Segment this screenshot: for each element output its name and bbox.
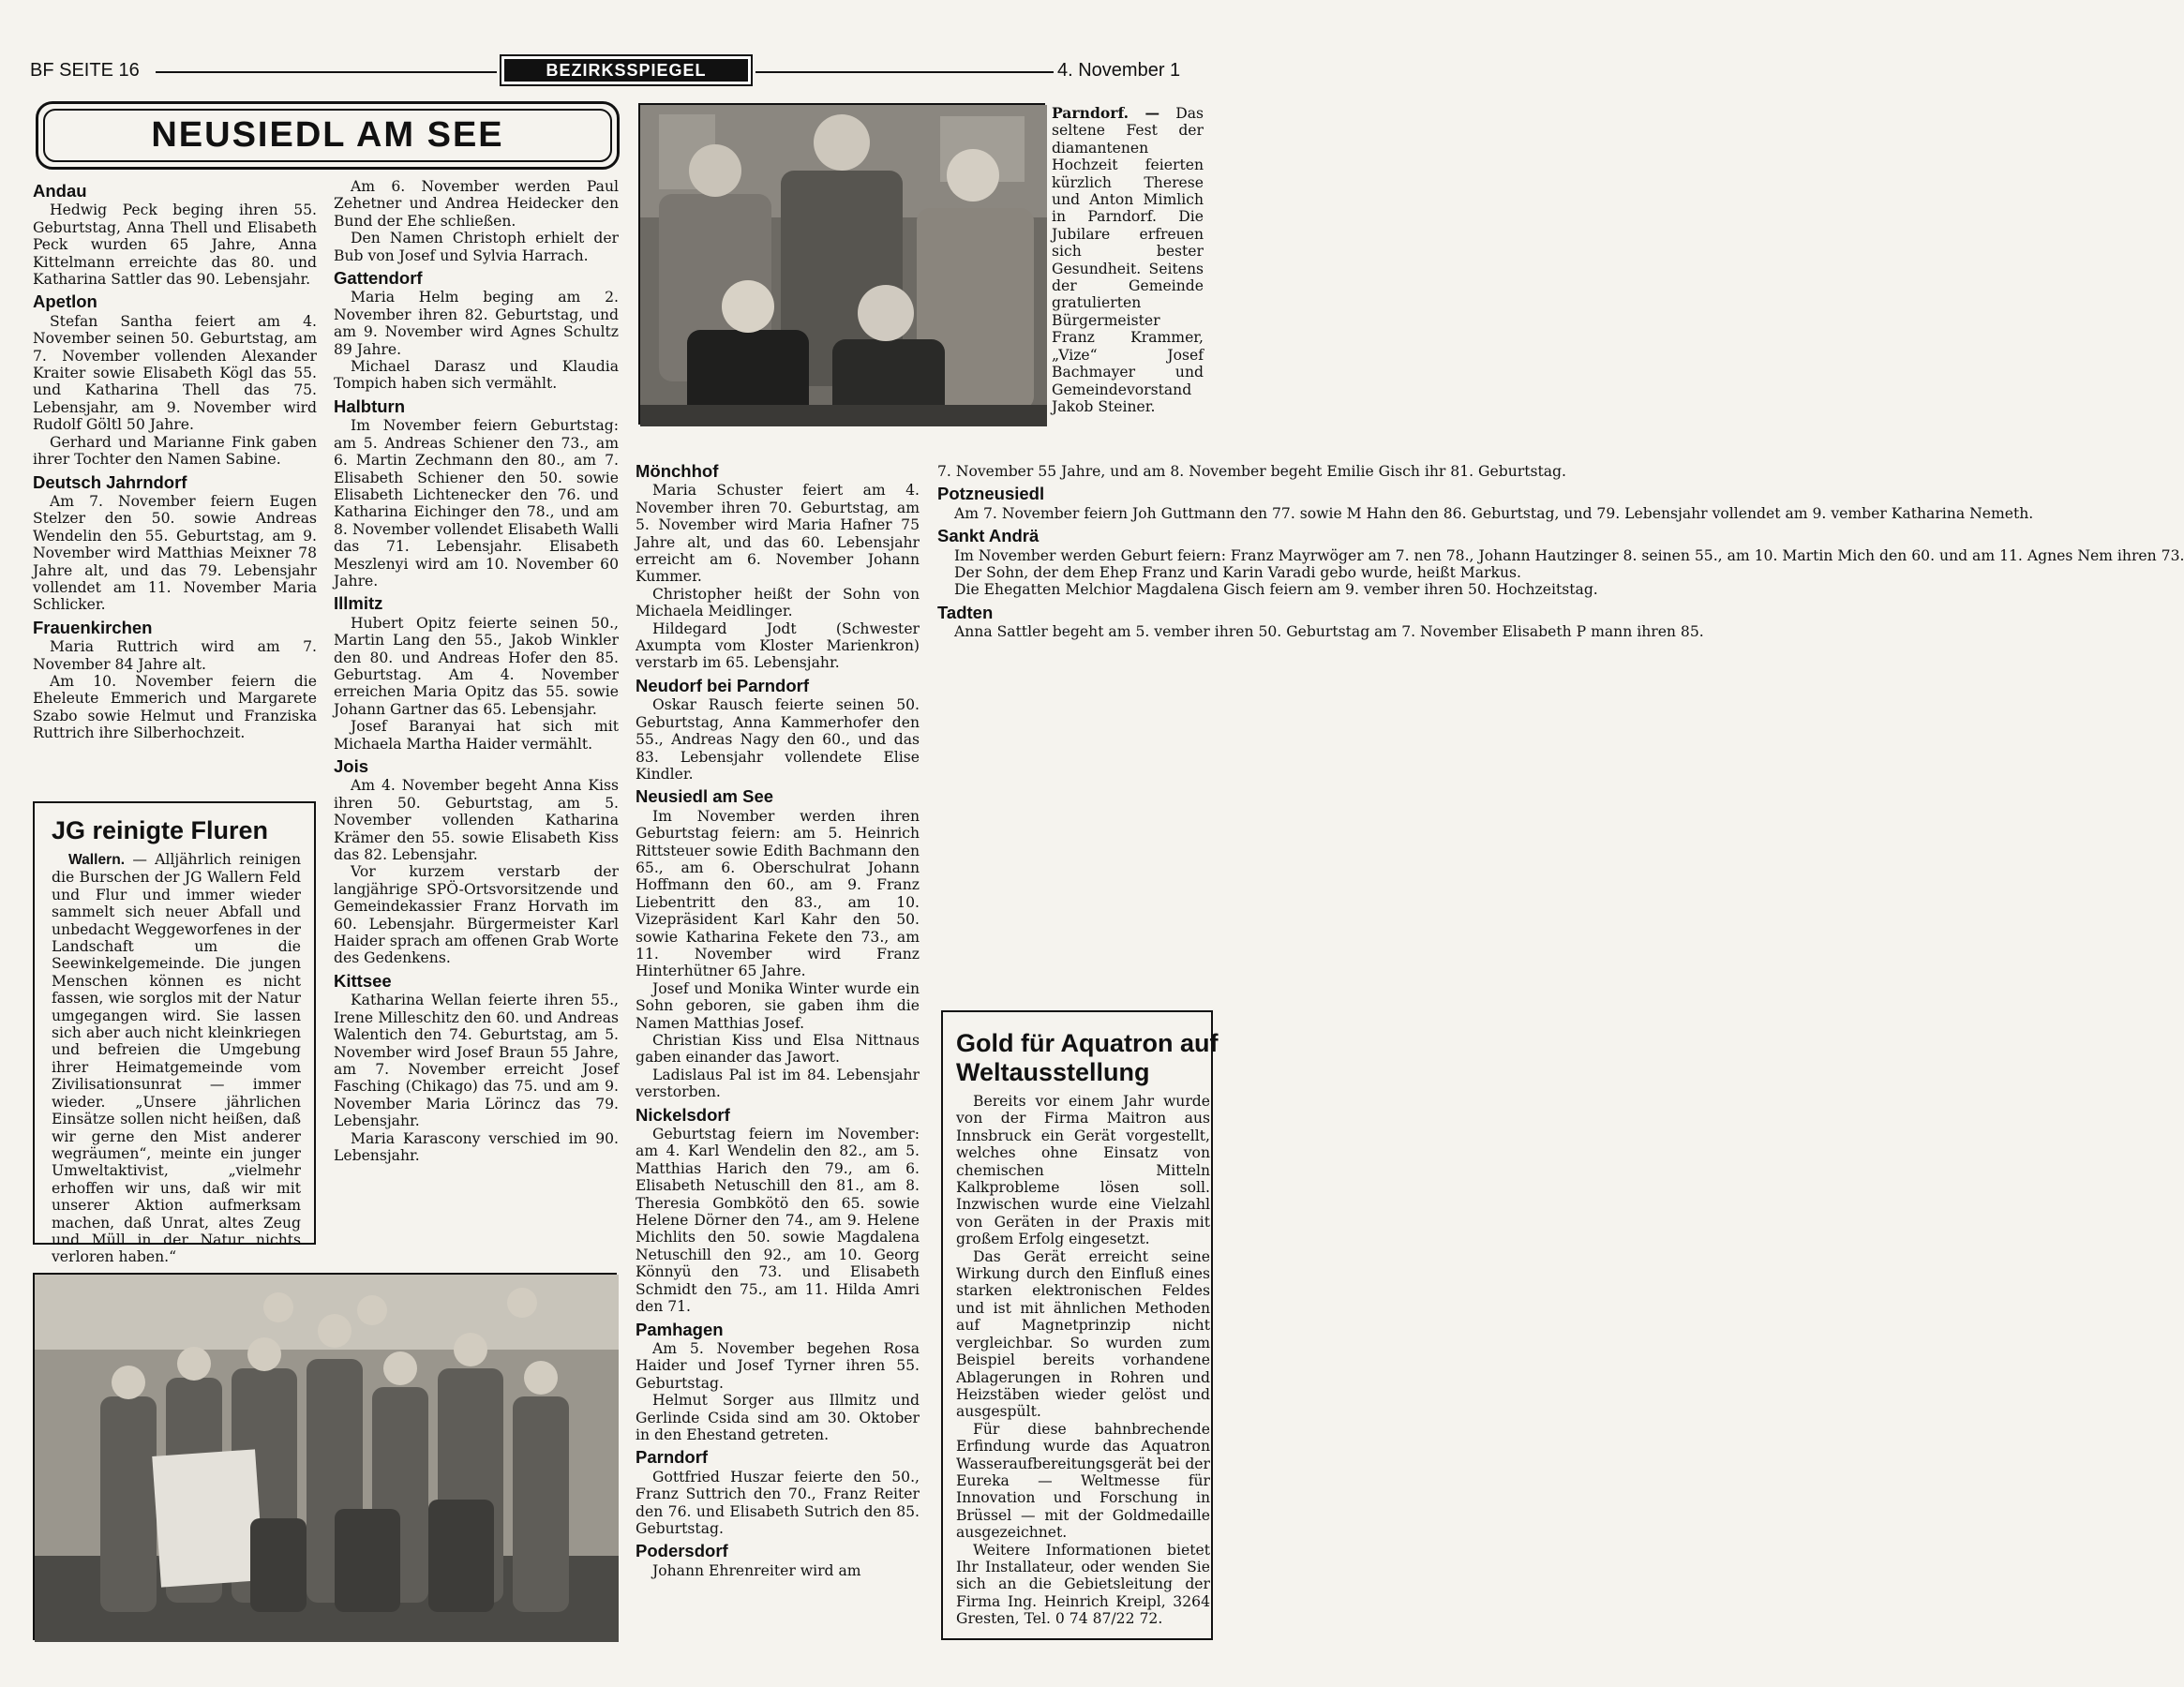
header-rule-right	[755, 71, 1054, 73]
column-1	[33, 183, 317, 783]
aquatron-paragraph: Für diese bahnbrechende Erfindung wurde das Aquatron Wasseraufbereitungsgerät bei der Eureka — Weltmesse für Innovation und Forschung in Brüssel — mit der Goldmedaille ausgezeichnet.	[956, 1420, 1210, 1542]
jg-article-title: JG reinigte Fluren	[52, 816, 269, 844]
news-paragraph: Am 6. November werden Paul Zehetner und Andrea Heidecker den Bund der Ehe schließen.	[334, 178, 619, 230]
news-paragraph: Gerhard und Marianne Fink gaben ihrer Tochter den Namen Sabine.	[33, 433, 317, 469]
news-paragraph: Oskar Rausch feierte seinen 50. Geburtstag, Anna Kammerhofer den 55., Andreas Nagy den 60., und das 83. Lebensjahr vollendete Elise Kindler.	[636, 696, 920, 783]
column-3	[636, 463, 920, 1653]
photo-diamond-wedding	[638, 103, 1045, 425]
header-rule-left	[156, 71, 497, 73]
jg-article-lead: Wallern.	[68, 852, 126, 868]
news-paragraph: Die Ehegatten Melchior Magdalena Gisch feiern am 9. vember ihren 50. Hochzeitstag.	[954, 581, 1598, 599]
news-paragraph: Josef und Monika Winter wurde ein Sohn geboren, sie gaben ihm die Namen Matthias Josef.	[636, 979, 920, 1032]
news-paragraph: Im November werden ihren Geburtstag feiern: am 5. Heinrich Rittsteuer sowie Edith Bachmann den 65., am 6. Oberschulrat Johann Hoffmann den 60., am 9. Franz Liebentritt den 83., am 10. Vizepräsident Karl Kahr den 50. sowie Katharina Fekete den 73., am 11. November wird Franz Hinterhütner 65 Jahre.	[636, 807, 920, 980]
place-heading: Nickelsdorf	[636, 1104, 730, 1125]
news-paragraph: Geburtstag feiern im November: am 4. Karl Wendelin den 82., am 5. Matthias Harich den 79., am 6. Elisabeth Netuschill den 81., am 8. Theresia Gombkötö den 65. sowie Helene Dörner den 74., am 9. Helene Michlits den 50. sowie Magdalena Netuschill den 92., am 10. Georg Könnyü den 73. und Elisabeth Schmidt den 75., am 11. Hilda Amri den 71.	[636, 1126, 920, 1316]
news-paragraph: Michael Darasz und Klaudia Tompich haben sich vermählt.	[334, 358, 619, 393]
news-paragraph: Christopher heißt der Sohn von Michaela Meidlinger.	[636, 585, 920, 620]
news-paragraph: Am 5. November begehen Rosa Haider und Josef Tyrner ihren 55. Geburtstag.	[636, 1339, 920, 1392]
place-heading: Andau	[33, 181, 87, 201]
jg-article-box	[33, 801, 316, 1266]
news-paragraph: Stefan Santha feiert am 4. November seinen 50. Geburtstag, am 7. November vollenden Alexander Kraiter sowie Elisabeth Kögl das 55. und Katharina Thell das 75. Lebensjahr, am 9. November wird Rudolf Göltl 50 Jahre.	[33, 312, 317, 434]
news-paragraph: Hildegard Jodt (Schwester Axumpta vom Kloster Marienkron) verstarb im 65. Lebensjahr.	[636, 620, 920, 672]
place-heading: Potzneusiedl	[937, 484, 1045, 504]
news-paragraph: Am 7. November feiern Eugen Stelzer den 50. sowie Andreas Wendelin den 55. Geburtstag, am 9. November wird Matthias Meixner 78 Jahre alt, und das 79. Lebensjahr vollendet am 11. November Maria Schlicker.	[33, 492, 317, 614]
news-paragraph: Am 10. November feiern die Eheleute Emmerich und Margarete Szabo sowie Helmut und Franziska Ruttrich ihre Silberhochzeit.	[33, 672, 317, 742]
place-heading: Neudorf bei Parndorf	[636, 675, 810, 695]
news-paragraph: Am 7. November feiern Joh Guttmann den 77. sowie M Hahn den 86. Geburtstag, und 79. Lebensjahr vollendet am 9. vember Katharina Nemeth.	[954, 504, 2034, 522]
news-paragraph: Maria Schuster feiert am 4. November ihren 70. Geburtstag, am 5. November wird Maria Hafner 75 Jahre alt, und das 60. Lebensjahr erreicht am 6. November Johann Kummer.	[636, 482, 920, 586]
news-paragraph: Der Sohn, der dem Ehep Franz und Karin Varadi gebo wurde, heißt Markus.	[954, 564, 1521, 582]
place-heading: Halbturn	[334, 396, 406, 416]
news-paragraph: Gottfried Huszar feierte den 50., Franz Suttrich den 70., Franz Reiter den 76. und Elisabeth Sutrich den 85. Geburtstag.	[636, 1468, 920, 1537]
place-heading: Kittsee	[334, 970, 392, 991]
place-heading: Illmitz	[334, 593, 383, 614]
place-heading: Sankt Andrä	[937, 526, 1040, 546]
news-paragraph: Helmut Sorger aus Illmitz und Gerlinde Csida sind am 30. Oktober in den Ehestand getreten.	[636, 1392, 920, 1443]
aquatron-article-box	[941, 1010, 1219, 1640]
news-paragraph: Maria Ruttrich wird am 7. November 84 Jahre alt.	[33, 638, 317, 673]
aquatron-article-body	[956, 1093, 1210, 1628]
place-heading: Deutsch Jahrndorf	[33, 471, 187, 492]
news-paragraph: Katharina Wellan feierte ihren 55., Irene Milleschitz den 60. und Andreas Walentich den 74. Geburtstag, am 5. November wird Josef Braun 55 Jahre, am 7. November erreicht Josef Fasching (Chikago) das 75. und am 9. November Maria Lörincz das 79. Lebensjahr.	[334, 992, 619, 1130]
column-4	[937, 463, 2184, 988]
place-heading: Apetlon	[33, 291, 97, 312]
news-paragraph: Den Namen Christoph erhielt der Bub von Josef und Sylvia Harrach.	[334, 230, 619, 264]
place-heading: Podersdorf	[636, 1541, 728, 1561]
issue-date: 4. November 1	[1057, 60, 1181, 81]
place-heading: Pamhagen	[636, 1319, 724, 1339]
news-paragraph: Anna Sattler begeht am 5. vember ihren 50. Geburtstag am 7. November Elisabeth P mann ihren 85.	[954, 623, 1704, 641]
news-paragraph: Hubert Opitz feierte seinen 50., Martin Lang den 55., Jakob Winkler den 80. und Andreas Hofer den 85. Geburtstag. Am 4. November erreichen Maria Opitz das 55. sowie Johann Gartner das 65. Lebensjahr.	[334, 614, 619, 718]
news-paragraph: Im November feiern Geburtstag: am 5. Andreas Schiener den 73., am 6. Martin Zechmann den 80., am 7. Elisabeth Schiener den 50. sowie Elisabeth Lichtenecker den 76. und Katharina Eichinger den 78., und am 8. November vollendet Elisabeth Walli das 71. Lebensjahr. Elisabeth Meszlenyi wird am 10. November 60 Jahre.	[334, 417, 619, 590]
place-heading: Gattendorf	[334, 268, 423, 289]
photo-caption-text: Das seltene Fest der diamantenen Hochzeit feierten kürzlich Therese und Anton Mimlich in Parndorf. Die Jubilare erfreuen sich bester Gesundheit. Seitens der Gemeinde gratulierten Bürgermeister Franz Krammer, „Vize“ Josef Bachmayer und Gemeindevorstand Jakob Steiner.	[1052, 105, 1204, 415]
photo-caption	[1052, 105, 1204, 414]
aquatron-paragraph: Weitere Informationen bietet Ihr Installateur, oder wenden Sie sich an die Gebietsleitung der Firma Ing. Heinrich Kreipl, 3264 Gresten, Tel. 0 74 87/22 72.	[956, 1541, 1210, 1628]
aquatron-article-title: Gold für Aquatron auf Weltausstellung	[956, 1029, 1219, 1086]
aquatron-paragraph: Das Gerät erreicht seine Wirkung durch den Einfluß eines starken elektronischen Feldes und ist mit ähnlichen Methoden auf Magnetprinzip nicht vergleichbar. So wurden zum Beispiel bereits vorhandene Ablagerungen in Rohren und Heizstäben wieder gelöst und ausgespült.	[956, 1247, 1210, 1421]
news-paragraph: Christian Kiss und Elsa Nittnaus gaben einander das Jawort.	[636, 1032, 920, 1067]
section-title: NEUSIEDL AM SEE	[43, 109, 612, 162]
news-paragraph: Im November werden Geburt feiern: Franz Mayrwöger am 7. nen 78., Johann Hautzinger 8. seinen 55., am 10. Martin Mich den 60. und am 11. Agnes Nem ihren 73.	[954, 546, 2184, 564]
news-paragraph: Am 4. November begeht Anna Kiss ihren 50. Geburtstag, am 5. November vollenden Katharina Krämer den 55. sowie Elisabeth Kiss das 82. Lebensjahr.	[334, 777, 619, 864]
place-heading: Frauenkirchen	[33, 617, 153, 637]
section-label-box	[500, 54, 753, 86]
news-paragraph: Ladislaus Pal ist im 84. Lebensjahr verstorben.	[636, 1066, 920, 1101]
column-2	[334, 178, 619, 1256]
news-paragraph: 7. November 55 Jahre, und am 8. November begeht Emilie Gisch ihr 81. Geburtstag.	[937, 463, 1566, 480]
jg-article-text: — Alljährlich reinigen die Burschen der JG Wallern Feld und Flur und immer wieder sammelt sich neuer Abfall und unbedacht Weggeworfenes in der Landschaft um die Seewinkelgemeinde. Die jungen Menschen können es nicht fassen, wie sorglos mit der Natur umgegangen wird. Sie lassen sich aber auch nicht kleinkriegen und befreien die Umgebung ihrer Heimatgemeinde vom Zivilisationsunrat — immer wieder. „Unsere jährlichen Einsätze sollen nicht heißen, daß wir gerne den Mist anderer wegräumen“, meinte ein junger Umweltaktivist, „vielmehr erhoffen wir uns, daß wir mit unserer Aktion aufmerksam machen, daß Unrat, altes Zeug und Müll in der Natur nichts verloren haben.“	[52, 851, 301, 1266]
section-label: BEZIRKSSPIEGEL	[504, 59, 748, 82]
news-paragraph: Maria Helm beging am 2. November ihren 82. Geburtstag, und am 9. November wird Agnes Schultz 89 Jahre.	[334, 289, 619, 358]
news-paragraph: Vor kurzem verstarb der langjährige SPÖ-Ortsvorsitzende und Gemeindekassier Franz Horvath im 60. Lebensjahr. Bürgermeister Karl Haider sprach am offenen Grab Worte des Gedenkens.	[334, 863, 619, 967]
photo-jg-wallern	[33, 1273, 617, 1640]
place-heading: Neusiedl am See	[636, 786, 774, 807]
photo-diamond-wedding-image	[640, 105, 1047, 426]
place-heading: Parndorf	[636, 1447, 709, 1468]
page-number: BF SEITE 16	[30, 60, 140, 81]
news-paragraph: Johann Ehrenreiter wird am	[652, 1561, 861, 1579]
section-title-frame	[36, 101, 620, 170]
news-paragraph: Maria Karascony verschied im 90. Lebensjahr.	[334, 1129, 619, 1164]
aquatron-paragraph: Bereits vor einem Jahr wurde von der Firma Maitron aus Innsbruck ein Gerät vorgestellt, welches ohne Einsatz von chemischen Mitteln Kalkprobleme lösen soll. Inzwischen wurde eine Vielzahl von Geräten in der Praxis mit großem Erfolg eingesetzt.	[956, 1093, 1210, 1248]
news-paragraph: Josef Baranyai hat sich mit Michaela Martha Haider vermählt.	[334, 718, 619, 753]
news-paragraph: Hedwig Peck beging ihren 55. Geburtstag, Anna Thell und Elisabeth Peck wurden 65 Jahre, Anna Kittelmann erreichte das 80. und Katharina Sattler das 90. Lebensjahr.	[33, 202, 317, 289]
place-heading: Jois	[334, 756, 369, 776]
place-heading: Mönchhof	[636, 461, 719, 481]
photo-caption-lead: Parndorf. —	[1052, 104, 1160, 122]
place-heading: Tadten	[937, 602, 994, 622]
photo-jg-wallern-image	[35, 1275, 619, 1642]
